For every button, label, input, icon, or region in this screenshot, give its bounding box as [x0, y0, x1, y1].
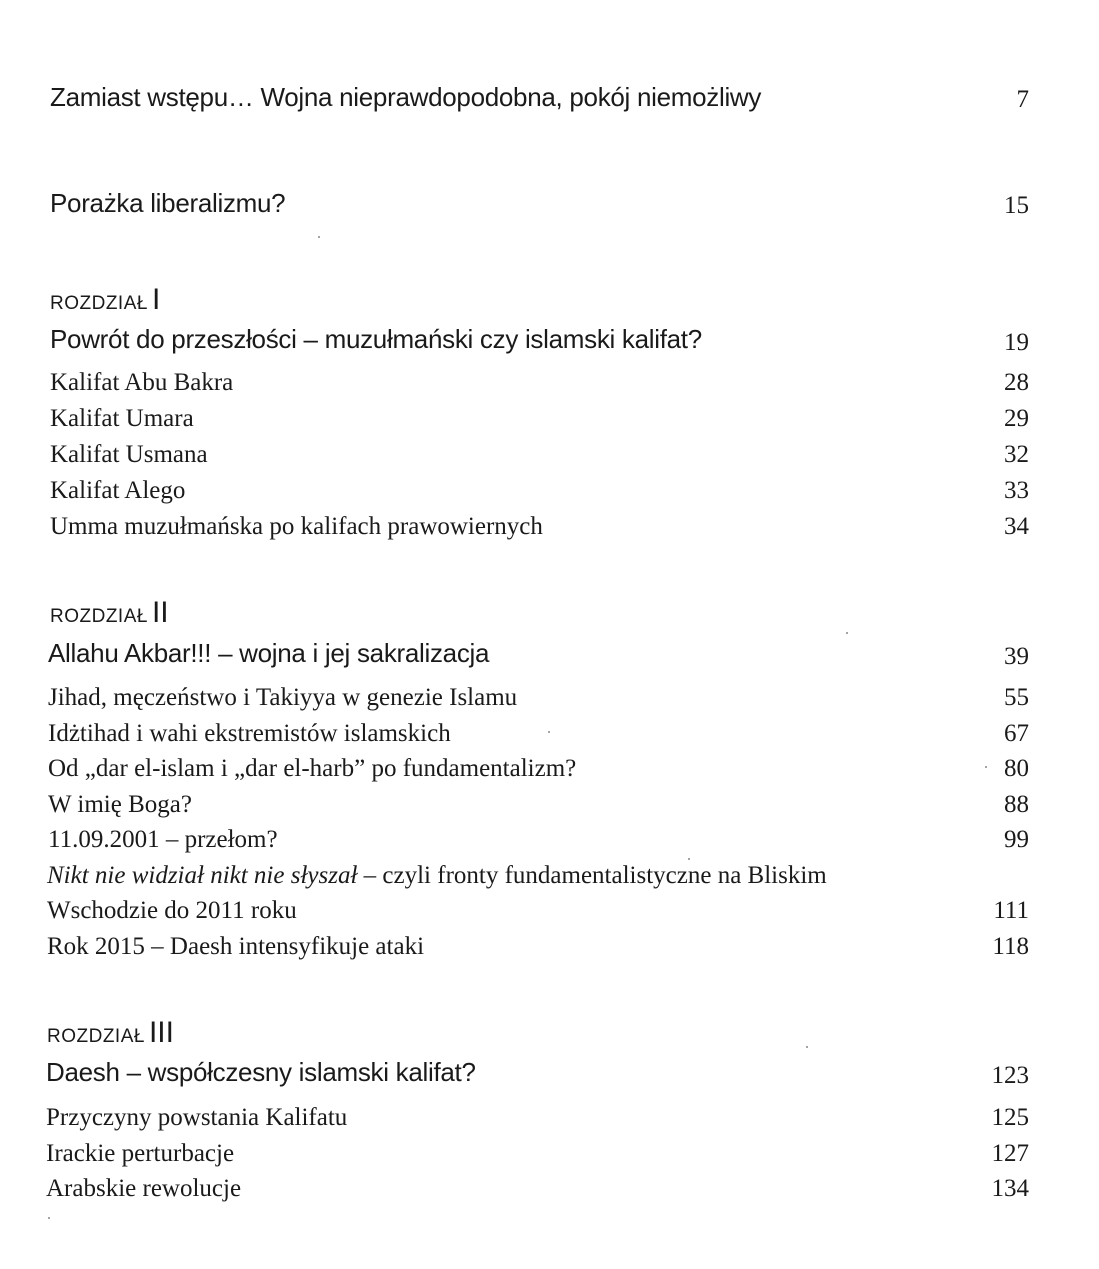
- toc-item-page: 118: [992, 933, 1029, 960]
- toc-item-title: 11.09.2001 – przełom?: [48, 826, 278, 853]
- chapter-title: Allahu Akbar!!! – wojna i jej sakralizacja: [48, 638, 490, 668]
- toc-item-title: Przyczyny powstania Kalifatu: [46, 1104, 348, 1131]
- toc-item-title: Kalifat Usmana: [50, 441, 208, 468]
- toc-item-title: Kalifat Alego: [50, 477, 186, 504]
- toc-item: [0, 720, 1099, 760]
- toc-item-page: 29: [1004, 405, 1029, 432]
- toc-item-title: Od „dar el-islam i „dar el-harb” po fundamentalizm?: [48, 755, 577, 782]
- toc-item-page: 55: [1004, 684, 1029, 711]
- toc-item: [0, 755, 1099, 795]
- toc-item-page: 99: [1004, 826, 1029, 853]
- toc-item-title-italic: Nikt nie widział nikt nie słyszał: [47, 862, 358, 889]
- toc-entry-page: 7: [1016, 86, 1029, 113]
- toc-item-title: Idżtihad i wahi ekstremistów islamskich: [48, 720, 451, 747]
- toc-entry-page: 15: [1004, 192, 1029, 219]
- toc-item: [0, 1175, 1099, 1215]
- chapter-heading-3: [47, 1016, 174, 1050]
- chapter-roman: I: [151, 283, 161, 316]
- toc-entry-failure: [0, 188, 1099, 228]
- toc-item-title-line2: Wschodzie do 2011 roku: [47, 897, 297, 924]
- toc-item-title: Kalifat Umara: [50, 405, 194, 432]
- chapter-page: 123: [991, 1062, 1029, 1089]
- toc-item: [0, 405, 1099, 445]
- chapter-page: 39: [1004, 643, 1029, 670]
- toc-item: [0, 1104, 1099, 1144]
- toc-item-page: 28: [1004, 369, 1029, 396]
- toc-item-title: Irackie perturbacje: [46, 1140, 235, 1167]
- toc-item-page: 88: [1004, 791, 1029, 818]
- chapter-label: ROZDZIAŁ: [47, 1026, 145, 1047]
- chapter-page: 19: [1004, 329, 1029, 356]
- toc-item: [0, 791, 1099, 831]
- toc-item-long-continued: [0, 897, 1099, 937]
- scan-speck: [48, 1217, 50, 1219]
- toc-item: [0, 441, 1099, 481]
- chapter-title-row-3: [0, 1057, 1099, 1097]
- scan-speck: [318, 236, 320, 238]
- toc-item-title: W imię Boga?: [48, 791, 192, 818]
- toc-item: [0, 513, 1099, 553]
- toc-item: [0, 369, 1099, 409]
- toc-item-title: Umma muzułmańska po kalifach prawowiernych: [50, 513, 543, 540]
- chapter-roman: III: [148, 1016, 174, 1049]
- toc-item-long: [0, 862, 1099, 902]
- toc-entry-title: Zamiast wstępu… Wojna nieprawdopodobna, pokój niemożliwy: [50, 82, 762, 112]
- chapter-heading-1: [50, 283, 160, 317]
- toc-item-page: 32: [1004, 441, 1029, 468]
- toc-item-page: 134: [991, 1175, 1029, 1202]
- toc-item-page: 127: [991, 1140, 1029, 1167]
- toc-item-title: [47, 862, 827, 890]
- scan-speck: [985, 766, 987, 768]
- toc-item-page: 125: [991, 1104, 1029, 1131]
- scan-speck: [688, 858, 690, 860]
- scan-speck: [846, 632, 848, 634]
- toc-entry-title: Porażka liberalizmu?: [50, 188, 286, 218]
- chapter-roman: II: [151, 596, 169, 629]
- toc-item: [0, 826, 1099, 866]
- toc-item: [0, 1140, 1099, 1180]
- toc-entry-intro: [0, 82, 1099, 122]
- scan-speck: [806, 1046, 808, 1048]
- toc-item-page: 67: [1004, 720, 1029, 747]
- toc-item-title: Jihad, męczeństwo i Takiyya w genezie Islamu: [48, 684, 518, 711]
- chapter-title-row-2: [0, 638, 1099, 678]
- chapter-label: ROZDZIAŁ: [50, 606, 148, 627]
- chapter-title: Daesh – współczesny islamski kalifat?: [46, 1057, 476, 1087]
- toc-item-title: Rok 2015 – Daesh intensyfikuje ataki: [47, 933, 425, 960]
- scan-speck: [548, 731, 550, 733]
- chapter-label: ROZDZIAŁ: [50, 293, 148, 314]
- toc-item-page: 33: [1004, 477, 1029, 504]
- chapter-title-row-1: [0, 324, 1099, 364]
- toc-item-page: 80: [1004, 755, 1029, 782]
- toc-item: [0, 477, 1099, 517]
- toc-item-title-rest: – czyli fronty fundamentalistyczne na Bliskim: [357, 862, 827, 889]
- toc-item-title: Arabskie rewolucje: [46, 1175, 242, 1202]
- chapter-title: Powrót do przeszłości – muzułmański czy islamski kalifat?: [50, 324, 702, 354]
- toc-item-page: 111: [993, 897, 1029, 924]
- toc-item-title: Kalifat Abu Bakra: [50, 369, 234, 396]
- toc-item: [0, 933, 1099, 973]
- toc-item: [0, 684, 1099, 724]
- chapter-heading-2: [50, 596, 169, 630]
- toc-item-page: 34: [1004, 513, 1029, 540]
